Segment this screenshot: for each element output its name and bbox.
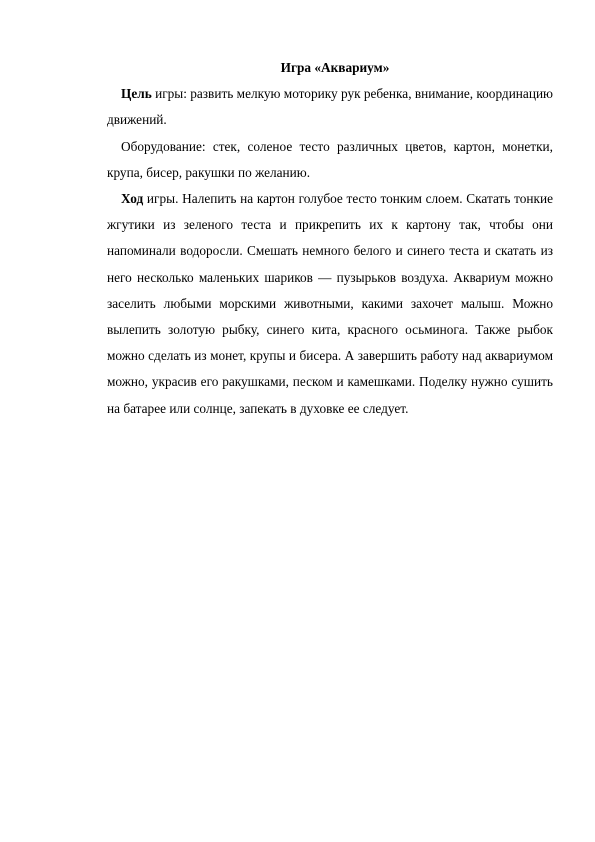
document-title: Игра «Аквариум» <box>280 60 390 75</box>
goal-text: игры: развить мелкую моторику рук ребенка, внимание, координацию движений. <box>107 86 553 128</box>
equipment-text: Оборудование: стек, соленое тесто различных цветов, картон, монетки, крупа, бисер, ракушки по желанию. <box>107 138 553 180</box>
goal-lead-word: Цель <box>121 86 152 102</box>
procedure-text: игры. Налепить на картон голубое тесто тонким слоем. Скатать тонкие жгутики из зеленого теста и прикрепить их к картону так, чтобы они напоминали водоросли. Смешать немного белого и синего теста и скатать из него несколько маленьких шариков — пузырьков воздуха. Аквариум можно заселить любыми морскими животными, какими захочет малыш. Можно вылепить золотую рыбку, синего кита, красного осьминога. Также рыбок можно сделать из монет, крупы и бисера. А завершить работу над аквариумом можно, украсив его ракушками, песком и камешками. Поделку нужно сушить на батарее или солнце, запекать в духовке ее следует. <box>107 191 553 416</box>
procedure-paragraph <box>107 186 553 422</box>
goal-paragraph <box>107 81 553 133</box>
procedure-lead-word: Ход <box>121 191 144 207</box>
document-body <box>107 55 553 422</box>
equipment-paragraph <box>107 134 553 186</box>
